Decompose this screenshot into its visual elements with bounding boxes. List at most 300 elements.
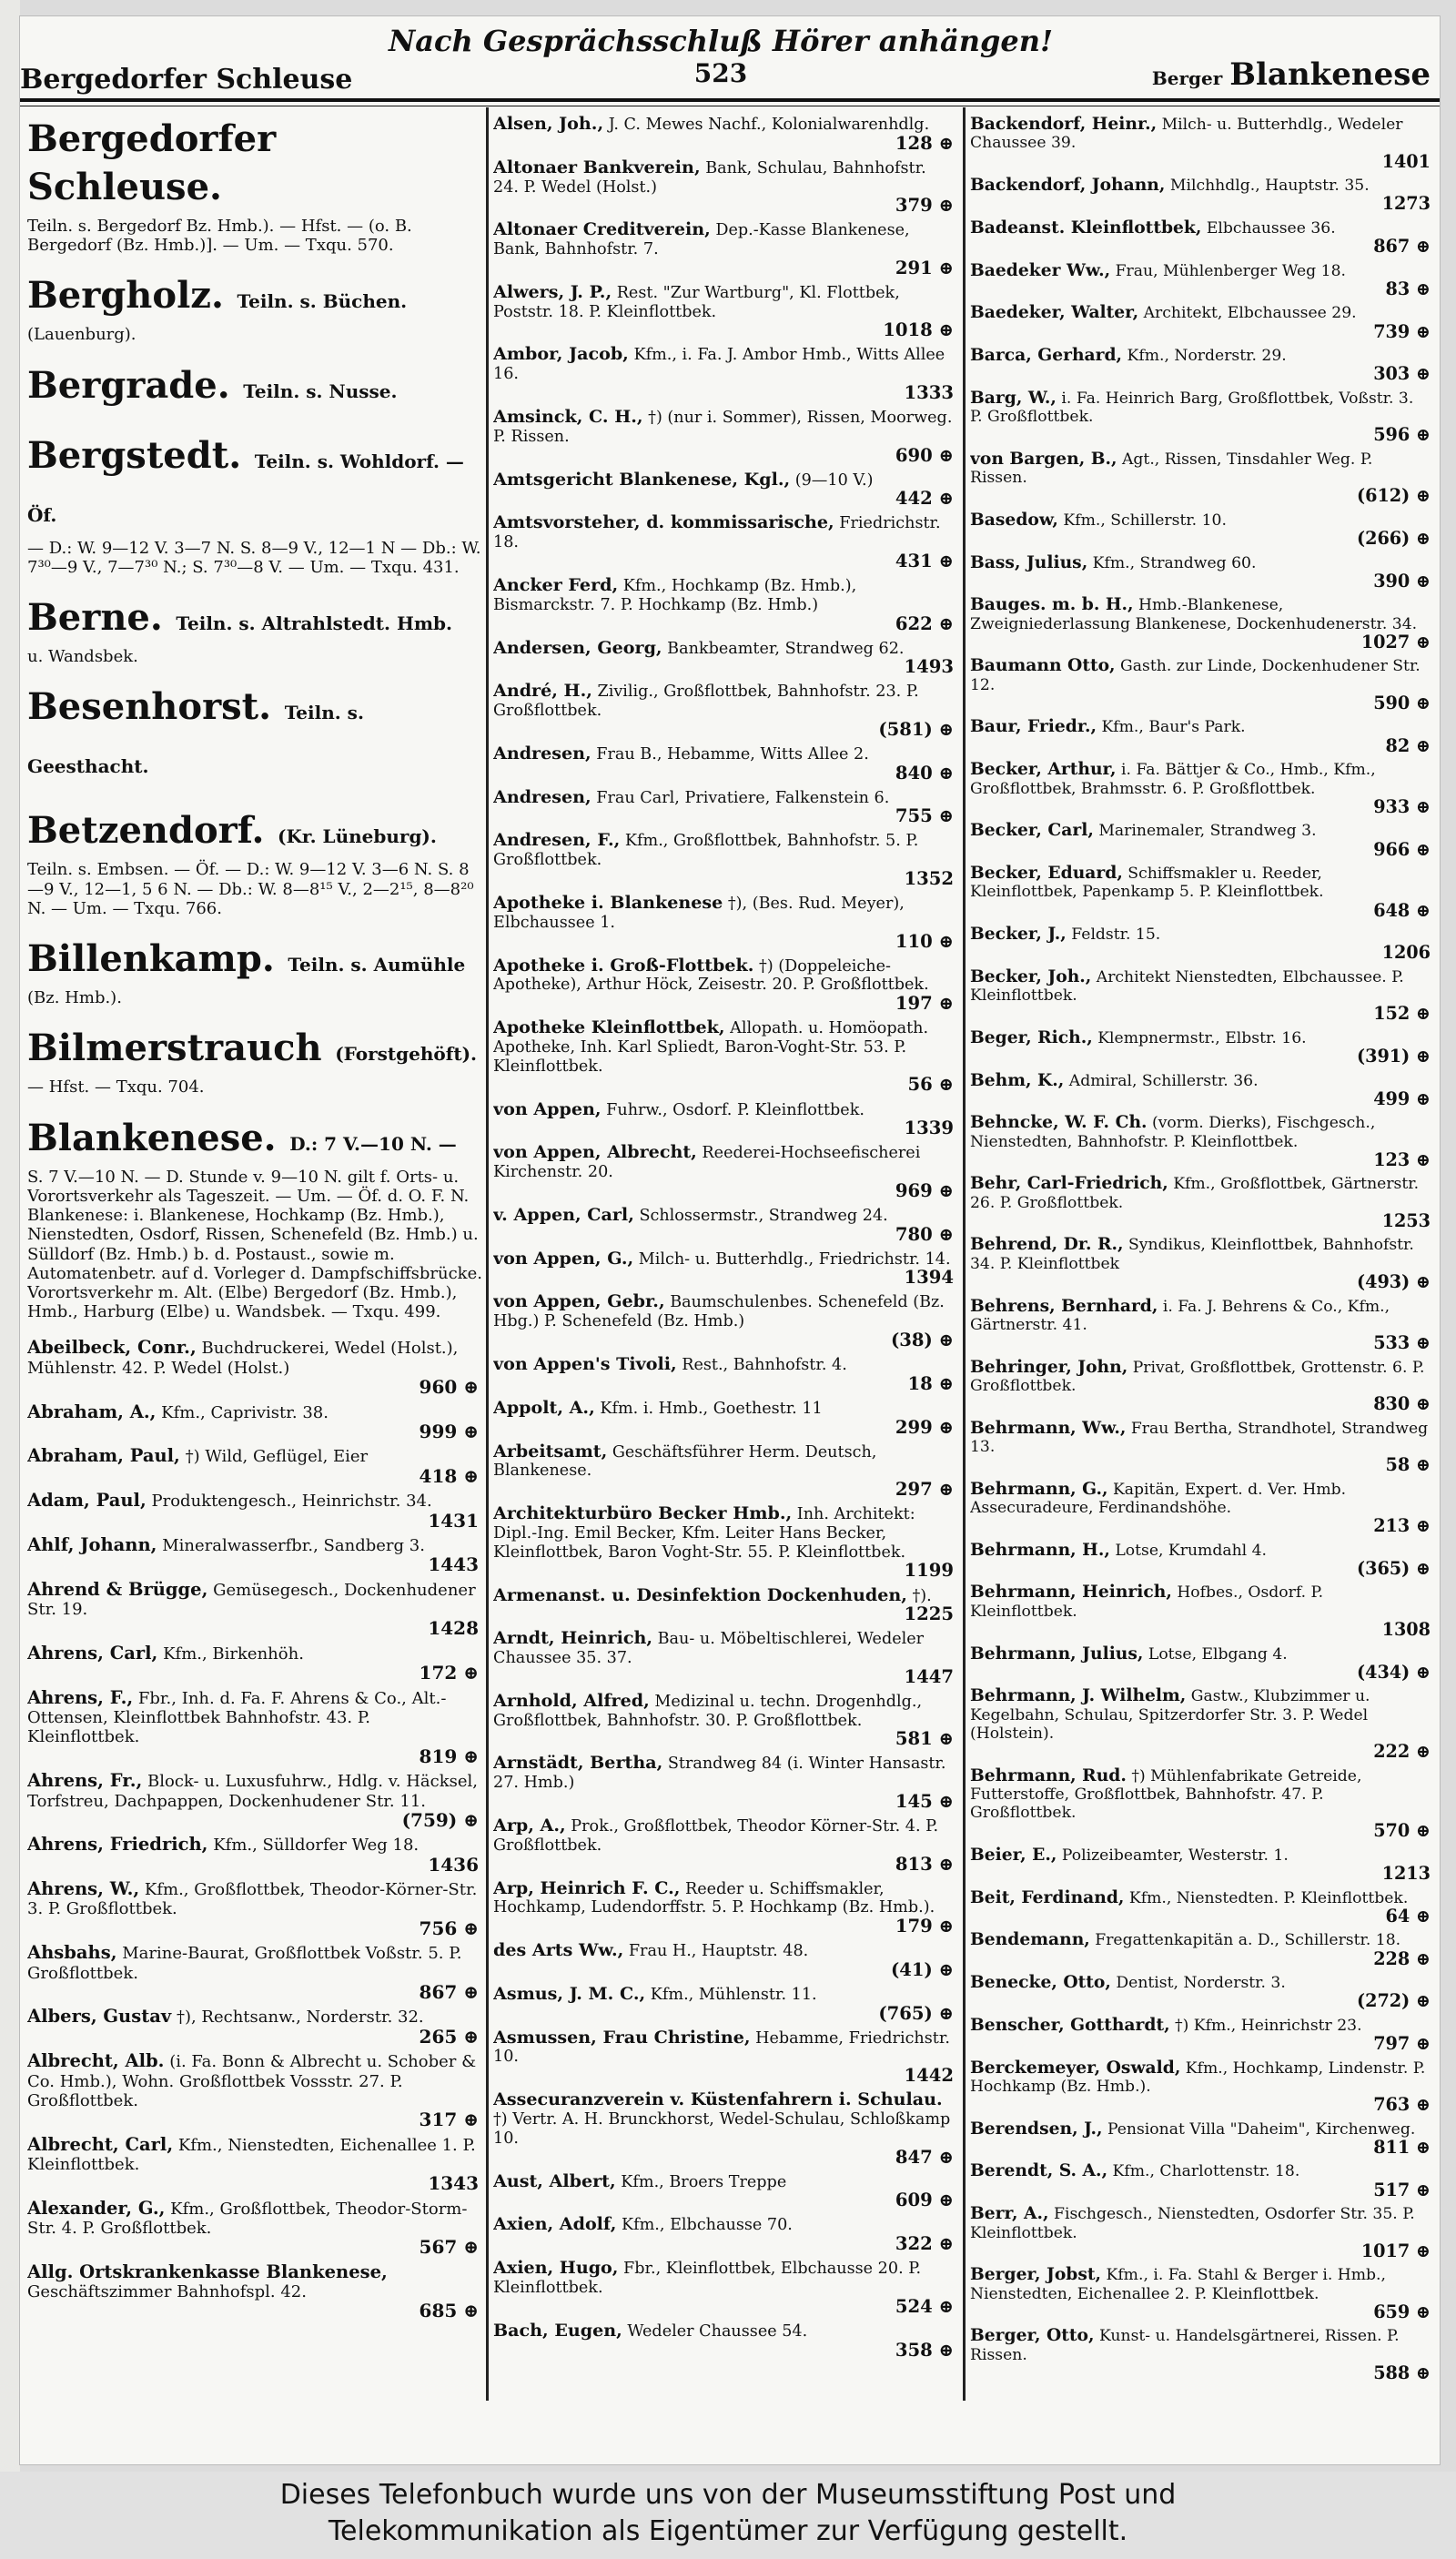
directory-entry (493, 220, 957, 278)
directory-entry (493, 831, 957, 888)
entry-details: Kfm., Charlottenstr. 18. (1112, 2162, 1300, 2181)
entry-phone-number: 867 ⊕ (419, 1980, 479, 2003)
entry-details: Strandweg 84 (i. Winter Hansastr. 27. Hmb.) (493, 1755, 946, 1793)
entry-name: Ahrens, F., (27, 1686, 134, 1708)
place-entry (27, 1024, 482, 1097)
entry-details: Klempnermstr., Elbstr. 16. (1097, 1028, 1307, 1047)
entry-name: Behrens, Bernhard, (970, 1295, 1158, 1316)
entry-name: von Appen's Tivoli, (493, 1353, 677, 1375)
directory-entry (970, 2204, 1434, 2261)
entry-phone-number: 442 ⊕ (895, 488, 954, 510)
entry-phone-number: 933 ⊕ (1373, 795, 1431, 817)
entry-name: Arnstädt, Bertha, (493, 1752, 663, 1774)
directory-entry (493, 1876, 957, 1937)
entry-name: Baumann Otto, (970, 655, 1116, 676)
entry-name: Behrmann, Rud. (970, 1765, 1127, 1785)
entry-details: †) (nur i. Sommer), Rissen, Moorweg. P. Rissen. (493, 409, 953, 446)
entry-details: J. C. Mewes Nachf., Kolonialwarenhdlg. (608, 116, 930, 134)
directory-entry (27, 1879, 482, 1938)
place-entry (27, 431, 482, 577)
entry-details: Gemüsegesch., Dockenhudener Str. 19. (27, 1580, 476, 1620)
entry-name: Behrmann, J. Wilhelm, (970, 1685, 1187, 1706)
directory-entry (970, 1583, 1434, 1639)
entry-details: Fbr., Inh. d. Fa. F. Ahrens & Co., Alt.-Ottensen, Kleinflottbek Bahnhofstr. 43. P. Kleinflottbek. (27, 1688, 447, 1747)
page-number: 523 (693, 58, 748, 88)
directory-entry (970, 1480, 1434, 1536)
directory-entry (493, 2259, 957, 2316)
directory-entry (493, 682, 957, 739)
entry-phone-number: 570 ⊕ (1373, 1820, 1431, 1842)
directory-entry (493, 1203, 957, 1245)
entry-phone-number: 499 ⊕ (1373, 1087, 1431, 1109)
entry-phone-number: 213 ⊕ (1373, 1515, 1431, 1537)
directory-entry (27, 2262, 482, 2321)
entry-phone-number: (493) ⊕ (1357, 1271, 1431, 1293)
header-right-keyword (1152, 56, 1431, 93)
entry-details: Frau Carl, Privatiere, Falkenstein 6. (596, 788, 890, 807)
entry-phone-number: 1343 (428, 2172, 479, 2195)
place-entry (27, 935, 482, 1007)
entry-name: Benscher, Gotthardt, (970, 2014, 1170, 2035)
entry-phone-number: 1253 (1381, 1210, 1431, 1232)
place-note: D.: 7 V.—10 N. — (289, 1132, 457, 1155)
entry-details: Fregattenkapitän a. D., Schillerstr. 18. (1095, 1931, 1401, 1950)
entry-details: †) (Doppeleiche-Apotheke), Arthur Höck, Zeisestr. 20. P. Großflottbek. (493, 956, 929, 995)
directory-entry (27, 1446, 482, 1485)
entry-name: Ancker Ferd, (493, 573, 619, 595)
entry-details: Kfm. i. Hmb., Goethestr. 11 (600, 1399, 823, 1418)
entry-details: Kapitän, Expert. d. Ver. Hmb. Assecuradeure, Ferdinandshöhe. (970, 1480, 1347, 1517)
place-name: Bergedorfer Schleuse. (27, 117, 277, 208)
place-title (27, 935, 482, 988)
entry-details: Kfm., Baur's Park. (1101, 718, 1246, 737)
entry-name: Amtsgericht Blankenese, Kgl., (493, 468, 791, 490)
directory-entry (970, 1419, 1434, 1475)
entry-name: Alsen, Joh., (493, 115, 604, 134)
entry-details: Dep.-Kasse Blankenese, Bank, Bahnhofstr. 7. (493, 221, 910, 259)
place-description: (Bz. Hmb.). (27, 988, 122, 1008)
directory-entry (493, 1754, 957, 1811)
entry-phone-number: 609 ⊕ (895, 2190, 954, 2211)
directory-entry (27, 1580, 482, 1639)
entry-name: Berckemeyer, Oswald, (970, 2057, 1181, 2078)
entry-details: Geschäftszimmer Bahnhofspl. 42. (27, 2282, 307, 2302)
entry-name: v. Appen, Carl, (493, 1203, 634, 1225)
entry-name: Becker, Eduard, (970, 863, 1123, 884)
directory-entry (493, 1097, 957, 1139)
entry-phone-number: 1017 ⊕ (1360, 2240, 1431, 2261)
place-name: Bergstedt. (27, 433, 242, 477)
directory-entry (970, 2265, 1434, 2321)
entry-name: Alexander, G., (27, 2197, 166, 2219)
directory-entry (970, 1174, 1434, 1230)
entry-name: Ahrend & Brügge, (27, 1578, 208, 1600)
place-note: (Forstgehöft). (335, 1043, 477, 1066)
entry-details: Friedrichstr. 18. (493, 514, 941, 552)
entry-details: Kfm., Strandweg 60. (1092, 553, 1257, 572)
entry-name: Albrecht, Carl, (27, 2133, 174, 2155)
footer-line-1: Dieses Telefonbuch wurde uns von der Museumsstiftung Post und (279, 2479, 1177, 2511)
place-name: Blankenese. (27, 1116, 277, 1159)
entry-name: Becker, Arthur, (970, 759, 1117, 780)
entry-name: Benecke, Otto, (970, 1972, 1111, 1993)
entry-details: Geschäftsführer Herm. Deutsch, Blankenese. (493, 1442, 877, 1481)
entry-name: Adam, Paul, (27, 1490, 147, 1512)
entry-details: †). (912, 1586, 932, 1605)
entry-details: Schiffsmakler u. Reeder, Kleinflottbek, Papenkamp 5. P. Kleinflottbek. (970, 865, 1324, 902)
entry-details: Admiral, Schillerstr. 36. (1068, 1071, 1259, 1090)
place-name: Besenhorst. (27, 685, 272, 729)
entry-name: André, H., (493, 680, 592, 702)
directory-entry (27, 1644, 482, 1683)
entry-name: Ahsbahs, (27, 1942, 117, 1964)
entry-phone-number: 622 ⊕ (895, 612, 954, 634)
entry-details: Polizeibeamter, Westerstr. 1. (1061, 1846, 1289, 1865)
directory-entry (970, 1846, 1434, 1884)
entry-name: Andresen, (493, 742, 592, 764)
directory-entry (27, 1491, 482, 1530)
entry-phone-number: 1027 ⊕ (1360, 631, 1431, 652)
entry-name: Andresen, F., (493, 829, 621, 851)
entry-phone-number: 222 ⊕ (1373, 1741, 1431, 1763)
entry-name: Assecuranzverein v. Küstenfahrern i. Schulau. (493, 2089, 943, 2110)
entry-phone-number: 596 ⊕ (1373, 424, 1431, 446)
entry-details: Rest., Bahnhofstr. 4. (682, 1356, 847, 1375)
entry-name: Apotheke i. Blankenese (493, 892, 723, 914)
entry-details: Reederei-Hochseefischerei Kirchenstr. 20. (493, 1144, 921, 1182)
entry-name: Bauges. m. b. H., (970, 594, 1134, 615)
directory-entry (970, 511, 1434, 549)
entry-details: Produktengesch., Heinrichstr. 34. (151, 1492, 432, 1512)
directory-entry (493, 408, 957, 465)
directory-entry (970, 1113, 1434, 1169)
entry-details: Milch- u. Butterhdlg., Wedeler Chaussee 39. (970, 116, 1403, 153)
place-note: Teiln. s. Wohldorf. — Öf. (27, 450, 464, 526)
entry-phone-number: (765) ⊕ (878, 2002, 954, 2024)
directory-entry (27, 1535, 482, 1574)
entry-name: Behringer, John, (970, 1356, 1128, 1377)
entry-phone-number: 390 ⊕ (1373, 570, 1431, 592)
directory-entry (493, 115, 957, 154)
entry-details: †), Rechtsanw., Norderstr. 32. (176, 2008, 424, 2028)
entry-phone-number: 813 ⊕ (895, 1853, 954, 1875)
entry-name: Andresen, (493, 785, 592, 807)
place-entry (27, 593, 482, 666)
entry-phone-number: 1352 (904, 868, 954, 890)
entry-name: Alwers, J. P., (493, 280, 612, 302)
column-divider-2 (963, 107, 966, 2401)
entry-name: Ahrens, Fr., (27, 1770, 143, 1792)
entry-phone-number: 291 ⊕ (895, 257, 954, 278)
entry-details: Schlossermstr., Strandweg 24. (639, 1206, 888, 1225)
header-right-small: Berger (1151, 67, 1223, 89)
entry-phone-number: 1493 (904, 656, 954, 678)
book-spine (0, 0, 20, 2475)
entry-name: Asmussen, Frau Christine, (493, 2026, 751, 2048)
entry-phone-number: 966 ⊕ (1373, 838, 1431, 860)
entry-details: Allopath. u. Homöopath. Apotheke, Inh. Karl Spliedt, Baron-Voght-Str. 53. P. Kleinflottbek. (493, 1019, 929, 1076)
entry-phone-number: 303 ⊕ (1373, 363, 1431, 385)
entry-phone-number: 867 ⊕ (1373, 236, 1431, 258)
place-name: Berne. (27, 596, 163, 640)
entry-name: Apotheke i. Groß-Flottbek. (493, 954, 754, 976)
directory-entry (970, 389, 1434, 445)
column-2 (493, 115, 957, 2408)
directory-entry (493, 2028, 957, 2086)
entry-name: Albrecht, Alb. (27, 2050, 165, 2072)
directory-entry (970, 450, 1434, 506)
header-left-keyword: Bergedorfer Schleuse (20, 64, 353, 96)
entry-name: Behr, Carl-Friedrich, (970, 1173, 1168, 1194)
entry-details: Baumschulenbes. Schenefeld (Bz. Hbg.) P. Schenefeld (Bz. Hmb.) (493, 1293, 945, 1331)
entry-name: Amsinck, C. H., (493, 406, 643, 428)
entry-phone-number: 1394 (904, 1267, 954, 1289)
directory-entry (493, 1629, 957, 1686)
directory-entry (27, 1943, 482, 2002)
entry-details: Kfm., Schillerstr. 10. (1063, 511, 1227, 530)
entry-phone-number: 1447 (904, 1665, 954, 1687)
entry-name: Berr, A., (970, 2203, 1049, 2224)
entry-name: Arbeitsamt, (493, 1440, 608, 1462)
entry-name: Appolt, A., (493, 1396, 595, 1418)
directory-entry (493, 2090, 957, 2167)
directory-entry (493, 2215, 957, 2254)
entry-details: Mineralwasserfbr., Sandberg 3. (162, 1536, 425, 1556)
entry-phone-number: (41) ⊕ (890, 1958, 954, 1980)
entry-details: Lotse, Krumdahl 4. (1115, 1541, 1268, 1560)
directory-entry (493, 573, 957, 634)
entry-details: Inh. Architekt: Dipl.-Ing. Emil Becker, Kfm. Leiter Hans Becker, Kleinflottbek, Baron Voght-Str. 55. P. Kleinflottbek. (493, 1505, 915, 1562)
entry-details: Fuhrw., Osdorf. P. Kleinflottbek. (606, 1100, 864, 1119)
entry-name: von Appen, (493, 1097, 602, 1119)
entry-phone-number: 524 ⊕ (895, 2295, 954, 2317)
entry-phone-number: 1436 (428, 1853, 479, 1876)
entry-phone-number: 756 ⊕ (419, 1917, 479, 1939)
entry-phone-number: 1339 (904, 1118, 954, 1139)
entry-phone-number: 299 ⊕ (895, 1416, 954, 1438)
directory-entry (970, 864, 1434, 920)
directory-entry (493, 1941, 957, 1980)
entry-details: Architekt, Elbchaussee 29. (1143, 304, 1357, 323)
entry-details: Kfm., Großflottbek, Theodor-Körner-Str. 3. P. Großflottbek. (27, 1880, 478, 1919)
entry-phone-number: 418 ⊕ (419, 1464, 479, 1487)
directory-entry (493, 744, 957, 784)
directory-entry (970, 595, 1434, 652)
entry-phone-number: 659 ⊕ (1373, 2301, 1431, 2322)
entry-phone-number: 755 ⊕ (895, 805, 954, 827)
entry-name: Behrend, Dr. R., (970, 1234, 1124, 1255)
directory-entry (970, 925, 1434, 963)
entry-details: Hofbes., Osdorf. P. Kleinflottbek. (970, 1583, 1324, 1621)
entry-name: Badeanst. Kleinflottbek, (970, 217, 1202, 238)
place-name: Bilmerstrauch (27, 1027, 322, 1070)
place-name: Betzendorf. (27, 809, 265, 853)
entry-phone-number: 317 ⊕ (419, 2108, 479, 2130)
entry-details: Kfm., i. Fa. Stahl & Berger i. Hmb., Nienstedten, Eichenallee 2. P. Kleinflottbek. (970, 2266, 1386, 2303)
directory-entry (970, 1644, 1434, 1683)
entry-details: Hebamme, Friedrichstr. 10. (493, 2028, 950, 2067)
entry-phone-number: (759) ⊕ (401, 1808, 479, 1831)
entry-name: von Appen, Albrecht, (493, 1141, 697, 1163)
entry-details: Frau, Mühlenberger Weg 18. (1115, 261, 1346, 280)
entry-phone-number: 590 ⊕ (1373, 693, 1431, 714)
place-title (27, 115, 482, 217)
entry-details: Gastw., Klubzimmer u. Kegelbahn, Schulau, Spitzerdorfer Str. 3. P. Wedel (Holstein). (970, 1687, 1370, 1743)
entry-phone-number: 18 ⊕ (907, 1372, 954, 1394)
entry-phone-number: 840 ⊕ (895, 762, 954, 784)
entry-details: Block- u. Luxusfuhrw., Hdlg. v. Häcksel, Torfstreu, Dachpappen, Dockenhudener Str. 11. (27, 1772, 478, 1811)
place-title (27, 683, 482, 790)
entry-details: Zivilig., Großflottbek, Bahnhofstr. 23. P. Großflottbek. (493, 683, 919, 721)
entry-phone-number: 685 ⊕ (419, 2300, 479, 2322)
entry-name: Backendorf, Johann, (970, 175, 1166, 196)
entry-phone-number: 588 ⊕ (1373, 2362, 1431, 2383)
directory-entry (493, 513, 957, 571)
place-description: (Lauenburg). (27, 325, 136, 345)
entry-phone-number: 567 ⊕ (419, 2236, 479, 2259)
entry-name: Baedeker, Walter, (970, 302, 1139, 323)
entry-name: Abraham, A., (27, 1401, 157, 1422)
directory-entry (970, 1541, 1434, 1579)
entry-details: Kfm., Nienstedten. P. Kleinflottbek. (1128, 1888, 1409, 1907)
entry-details: Lotse, Elbgang 4. (1148, 1644, 1288, 1664)
entry-name: Behrmann, G., (970, 1478, 1108, 1499)
entry-name: Becker, Carl, (970, 820, 1094, 841)
entry-name: Ahrens, Carl, (27, 1643, 158, 1664)
entry-details: Kfm., Großflottbek, Bahnhofstr. 5. P. Großflottbek. (493, 832, 919, 870)
entry-name: Berendt, S. A., (970, 2160, 1108, 2181)
entry-details: Prok., Großflottbek, Theodor Körner-Str. 4. P. Großflottbek. (493, 1816, 939, 1855)
directory-entry (970, 2326, 1434, 2382)
entry-name: des Arts Ww., (493, 1939, 624, 1961)
place-title (27, 806, 482, 860)
directory-entry (27, 1688, 482, 1766)
entry-name: Barg, W., (970, 387, 1057, 408)
entry-phone-number: 1442 (904, 2065, 954, 2087)
directory-entry (970, 1888, 1434, 1927)
place-description: — Hfst. — Txqu. 704. (27, 1077, 205, 1097)
entry-details: †), (Bes. Rud. Meyer), Elbchaussee 1. (493, 895, 905, 932)
entry-phone-number: 1213 (1381, 1863, 1431, 1885)
entry-details: †) Vertr. A. H. Brunckhorst, Wedel-Schulau, Schloßkamp 10. (493, 2110, 951, 2148)
entry-name: Arndt, Heinrich, (493, 1627, 653, 1649)
entry-name: Baur, Friedr., (970, 716, 1097, 737)
entry-name: Abeilbeck, Conr., (27, 1337, 197, 1359)
entry-name: von Appen, G., (493, 1247, 634, 1269)
place-note: Teiln. s. Geesthacht. (27, 702, 364, 778)
entry-name: Behrmann, Heinrich, (970, 1582, 1172, 1603)
entry-name: Allg. Ortskrankenkasse Blankenese, (27, 2261, 388, 2282)
place-entry (27, 683, 482, 790)
page-header (20, 16, 1440, 95)
directory-entry (970, 1930, 1434, 1968)
entry-name: Albers, Gustav (27, 2006, 172, 2028)
directory-entry (27, 1402, 482, 1441)
entry-details: Pensionat Villa "Daheim", Kirchenweg. (1107, 2119, 1416, 2139)
entry-details: Milch- u. Butterhdlg., Friedrichstr. 14. (638, 1249, 951, 1269)
entry-phone-number: (581) ⊕ (878, 718, 954, 740)
directory-entry (493, 2321, 957, 2361)
entry-details: †) Wild, Geflügel, Eier (185, 1447, 369, 1467)
entry-phone-number: 197 ⊕ (895, 993, 954, 1015)
entry-name: Berendsen, J., (970, 2118, 1103, 2139)
entry-details: Kfm., Birkenhöh. (163, 1644, 304, 1664)
entry-name: Berger, Otto, (970, 2325, 1095, 2346)
entry-phone-number: 1431 (428, 1509, 479, 1532)
place-note: Teiln. s. Aumühle (288, 954, 466, 976)
directory-entry (493, 1442, 957, 1500)
entry-name: Arnhold, Alfred, (493, 1689, 650, 1711)
entry-details: (i. Fa. Bonn & Albrecht u. Schober & Co. Hmb.), Wohn. Großflottbek Vossstr. 27. P. Großflottbek. (27, 2052, 477, 2110)
header-notice: Nach Gesprächsschluß Hörer anhängen! (388, 24, 1054, 58)
directory-entry (493, 956, 957, 1014)
entry-details: Medizinal u. techn. Drogenhdlg., Großflottbek, Bahnhofstr. 30. P. Großflottbek. (493, 1692, 923, 1730)
entry-phone-number: (266) ⊕ (1357, 528, 1431, 550)
directory-entry (970, 967, 1434, 1024)
entry-details: Feldstr. 15. (1071, 925, 1161, 945)
entry-details: Kfm., Hochkamp (Bz. Hmb.), Bismarckstr. 7. P. Hochkamp (Bz. Hmb.) (493, 576, 857, 614)
entry-phone-number: (391) ⊕ (1357, 1046, 1431, 1067)
entry-phone-number: 145 ⊕ (895, 1790, 954, 1812)
entry-phone-number: 58 ⊕ (1385, 1454, 1431, 1476)
column-1 (27, 115, 482, 2408)
entry-details: Wedeler Chaussee 54. (627, 2321, 808, 2341)
entry-details: Frau Bertha, Strandhotel, Strandweg 13. (970, 1419, 1429, 1456)
directory-entry (27, 1835, 482, 1874)
entry-name: Ahrens, W., (27, 1878, 140, 1900)
entry-name: Ahlf, Johann, (27, 1534, 157, 1556)
entry-details: (vorm. Dierks), Fischgesch., Nienstedten, Bahnhofstr. P. Kleinflottbek. (970, 1114, 1376, 1151)
directory-entry (493, 158, 957, 216)
place-description: S. 7 V.—10 N. — D. Stunde v. 9—10 N. gilt f. Orts- u. Vorortsverkehr als Tageszeit. — Um. — Öf. d. O. F. N. Blankenese: i. Blankenese, Hochkamp (Bz. Hmb.), Nienstedten, Osdorf, Rissen, Schenefeld (Bz. Hmb.) u. Sülldorf (Bz. Hmb.) b. d. Postaust., sowie m. Automatenbetr. auf d. Vorleger d. Dampfschiffsbrücke. Vorortsverkehr m. Alt. (Elbe) Bergedorf (Bz. Hmb.), Hmb., Harburg (Elbe) u. Wandsbek. — Txqu. 499. (27, 1167, 482, 1322)
place-note: Teiln. s. Nusse. (243, 379, 398, 402)
entry-phone-number: 322 ⊕ (895, 2233, 954, 2255)
entry-name: Backendorf, Heinr., (970, 115, 1158, 134)
place-title (27, 1024, 482, 1077)
entry-details: Privat, Großflottbek, Grottenstr. 6. P. Großflottbek. (970, 1358, 1425, 1395)
entry-details: Hmb.-Blankenese, Zweigniederlassung Blankenese, Dockenhudenerstr. 34. (970, 596, 1418, 633)
entry-details: †) Mühlenfabrikate Getreide, Futterstoffe, Großflottbek, Bahnhofstr. 47. P. Großflottbek. (970, 1766, 1362, 1823)
directory-entry (970, 553, 1434, 592)
entry-name: von Bargen, B., (970, 448, 1117, 469)
entry-details: Fbr., Kleinflottbek, Elbchausse 20. P. Kleinflottbek. (493, 2260, 922, 2297)
entry-phone-number: 152 ⊕ (1373, 1003, 1431, 1025)
directory-entry (493, 2172, 957, 2211)
entry-phone-number: (272) ⊕ (1357, 1990, 1431, 2012)
directory-entry (27, 1338, 482, 1397)
entry-name: Armenanst. u. Desinfektion Dockenhuden, (493, 1583, 907, 1605)
entry-details: Rest. "Zur Wartburg", Kl. Flottbek, Poststr. 18. P. Kleinflottbek. (493, 283, 900, 321)
place-title (27, 1114, 482, 1168)
entry-name: Altonaer Bankverein, (493, 156, 701, 177)
directory-entry (970, 1686, 1434, 1761)
entry-name: Becker, J., (970, 924, 1067, 945)
entry-name: Altonaer Creditverein, (493, 218, 711, 240)
entry-details: Agt., Rissen, Tinsdahler Weg. P. Rissen. (970, 450, 1373, 488)
entry-phone-number: 819 ⊕ (419, 1745, 479, 1767)
directory-entry (493, 1143, 957, 1200)
header-rule (20, 98, 1440, 102)
entry-name: Beier, E., (970, 1844, 1057, 1865)
entry-phone-number: 1199 (904, 1560, 954, 1582)
entry-details: i. Fa. Heinrich Barg, Großflottbek, Voßstr. 3. P. Großflottbek. (970, 389, 1414, 427)
entry-details: Architekt Nienstedten, Elbchaussee. P. Kleinflottbek. (970, 967, 1404, 1006)
entry-details: Kfm., Broers Treppe (621, 2172, 787, 2191)
directory-entry (493, 1689, 957, 1750)
entry-name: Ambor, Jacob, (493, 343, 629, 365)
place-name: Bergholz. (27, 274, 224, 318)
entry-details: Kfm., Großflottbek, Gärtnerstr. 26. P. Großflottbek. (970, 1175, 1420, 1212)
